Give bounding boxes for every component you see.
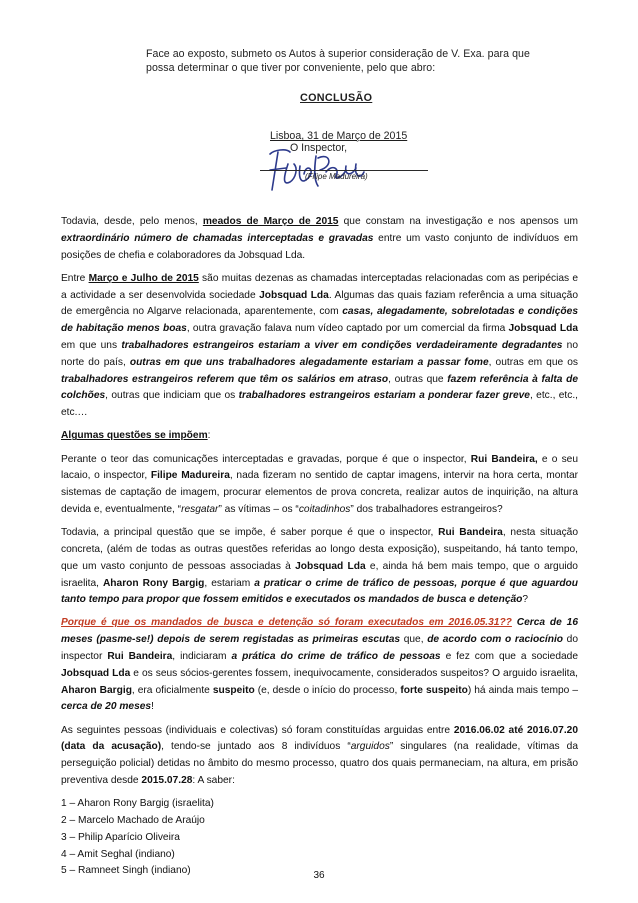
paragraph-4: Perante o teor das comunicações interceptadas e gravadas, porque é que o inspector, Rui Bandeira, e o seu lacaio, o inspector, Filipe Madureira, nada fizeram no sentido de captar imagens, intervir na hora certa, montar sistemas de captação de imagem, procurar elementos de prova concreta, realizar autos de inquirição, na altura devida e, eventualmente, “resgatar” as vítimas – os “coitadinhos” dos trabalhadores estrangeiros? xyxy=(61,453,579,515)
list-item: 5 – Ramneet Singh (indiano) xyxy=(61,865,191,877)
scan-text-line-2: possa determinar o que tiver por conveniente, pelo que abro: xyxy=(146,62,436,74)
page-number: 36 xyxy=(313,870,325,881)
scan-role: O Inspector, xyxy=(290,142,348,154)
scan-heading: CONCLUSÃO xyxy=(300,92,373,104)
body-text xyxy=(61,214,578,880)
defendants-list xyxy=(61,796,578,880)
scanned-conclusion-excerpt xyxy=(140,36,530,206)
paragraph-5: Todavia, a principal questão que se impõe, é saber porque é que o inspector, Rui Bandeira, nesta situação concreta, (além de todas as outras questões referidas ao longo desta exposição), suspeitando, há tanto tempo, que um vasto conjunto de pessoas associadas à Jobsquad Lda e, ainda há bem mais tempo, que o arguido israelita, Aharon Rony Bargig, estariam a praticar o crime de tráfico de pessoas, porque é que aguardou tanto tempo para propor que fossem emitidos e executados os mandados de busca e detenção? xyxy=(61,527,578,606)
paragraph-6: Porque é que os mandados de busca e detenção só foram executados em 2016.05.31?? Cerca de 16 meses (pasme-se!) depois de serem registadas as primeiras escutas que, de acordo com o raciocínio do inspector Rui Bandeira, indiciaram a prática do crime de tráfico de pessoas e fez com que a sociedade Jobsquad Lda e os seus sócios-gerentes fossem, inequivocamente, considerados suspeitos? O arguido israelita, Aharon Bargig, era oficialmente suspeito (e, desde o início do processo, forte suspeito) há ainda mais tempo – cerca de 20 meses! xyxy=(61,617,578,713)
paragraph-7: As seguintes pessoas (individuais e colectivas) só foram constituídas arguidas entre 2016.06.02 até 2016.07.20 (data da acusação), tendo-se juntado aos 8 indivíduos “arguidos” singulares (na realidade, vítimas da perseguição policial) detidas no âmbito do mesmo processo, quatro dos quais permaneciam, na altura, em prisão preventiva desde 2015.07.28: A saber: xyxy=(61,724,578,787)
scan-text-line-1: Face ao exposto, submeto os Autos à superior consideração de V. Exa. para que xyxy=(146,48,530,60)
signature-line xyxy=(260,170,428,171)
list-item: 1 – Aharon Rony Bargig (israelita) xyxy=(61,798,214,810)
handwritten-signature xyxy=(260,146,370,196)
paragraph-1: Todavia, desde, pelo menos, meados de Março de 2015 que constam na investigação e nos apensos um extraordinário número de chamadas interceptadas e gravadas entre um vasto conjunto de indivíduos em posições de chefia e colaboradores da Jobsquad Lda. xyxy=(61,216,578,261)
scan-date: Lisboa, 31 de Março de 2015 xyxy=(270,130,408,142)
scan-signer-name: (Filipe Madureira) xyxy=(305,172,368,181)
list-item: 4 – Amit Seghal (indiano) xyxy=(61,848,175,860)
paragraph-2: Entre Março e Julho de 2015 são muitas dezenas as chamadas interceptadas relacionadas com as peripécias e a actividade a ser desenvolvida sociedade Jobsquad Lda. Algumas das quais faziam referência a uma situação de emergência no Algarve relacionada, aparentemente, com casas, alegadamente, sobrelotadas e condições de habitação menos boas, outra gravação falava num vídeo captado por um comercial da firma Jobsquad Lda em que uns trabalhadores estrangeiros estariam a viver em condições verdadeiramente degradantes no norte do país, outras em que uns trabalhadores alegadamente estariam a passar fome, outras em que os trabalhadores estrangeiros referem que têm os salários em atraso, outras que fazem referência à falta de colchões, outras que indiciam que os trabalhadores estrangeiros estariam a ponderar fazer greve, etc., etc., etc.… xyxy=(61,272,579,419)
list-item: 2 – Marcelo Machado de Araújo xyxy=(61,815,205,827)
paragraph-3-heading: Algumas questões se impõem: xyxy=(61,430,211,442)
list-item: 3 – Philip Aparício Oliveira xyxy=(61,831,180,843)
